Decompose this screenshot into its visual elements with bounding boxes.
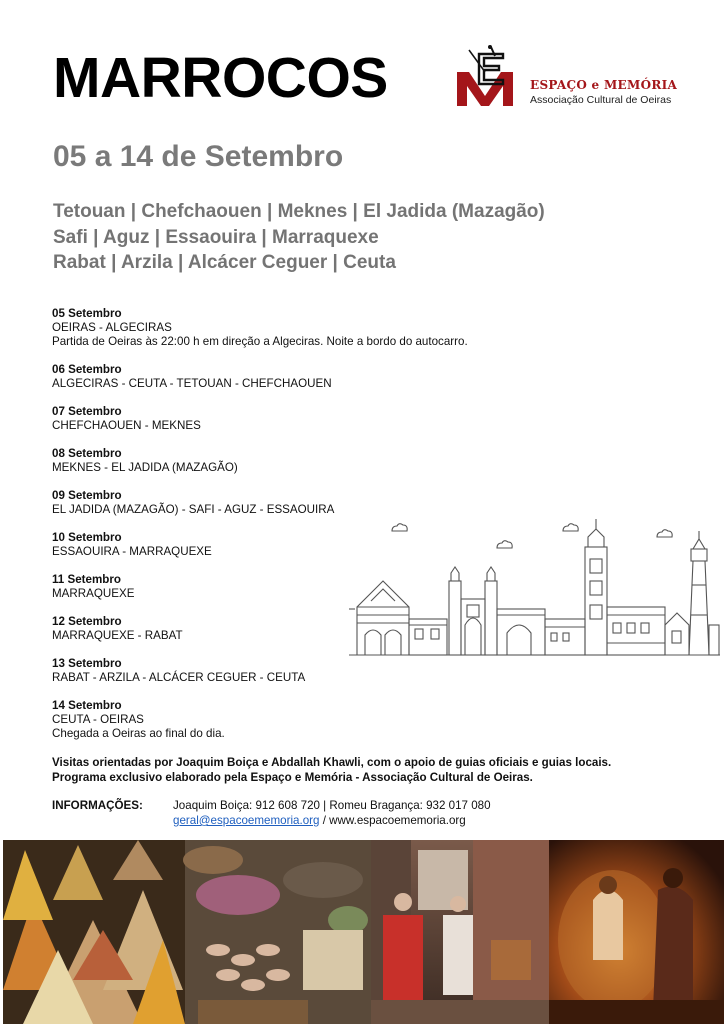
info-label: INFORMAÇÕES: bbox=[52, 799, 143, 812]
day-route: OEIRAS - ALGECIRAS bbox=[52, 321, 172, 334]
cities-list bbox=[53, 199, 545, 276]
day-date: 05 Setembro bbox=[52, 307, 122, 320]
visits-text bbox=[52, 756, 611, 785]
espaco-memoria-logo bbox=[455, 44, 685, 110]
cities-line: Safi | Aguz | Essaouira | Marraquexe bbox=[53, 226, 379, 248]
souk-photo bbox=[183, 840, 371, 1024]
day-route: CHEFCHAOUEN - MEKNES bbox=[52, 419, 201, 432]
itinerary-day bbox=[52, 405, 468, 433]
day-route: ALGECIRAS - CEUTA - TETOUAN - CHEFCHAOUEN bbox=[52, 377, 332, 390]
spices-photo bbox=[3, 840, 185, 1024]
page-title: MARROCOS bbox=[53, 46, 388, 110]
itinerary-day bbox=[52, 447, 468, 475]
itinerary-day bbox=[52, 363, 468, 391]
cloud-icon bbox=[497, 541, 512, 548]
website-text: / www.espacoememoria.org bbox=[319, 814, 466, 827]
itinerary-day bbox=[52, 699, 468, 741]
day-route: MARRAQUEXE bbox=[52, 587, 135, 600]
visits-line: Visitas orientadas por Joaquim Boiça e Abdallah Khawli, com o apoio de guias oficiais e guias locais. bbox=[52, 756, 612, 769]
email-link[interactable]: geral@espacoememoria.org bbox=[173, 814, 320, 827]
day-date: 13 Setembro bbox=[52, 657, 122, 670]
day-route: ESSAOUIRA - MARRAQUEXE bbox=[52, 545, 212, 558]
cloud-icon bbox=[392, 524, 407, 531]
bread-oven-photo bbox=[549, 840, 724, 1024]
cities-line: Tetouan | Chefchaouen | Meknes | El Jadida (Mazagão) bbox=[53, 201, 545, 222]
day-date: 10 Setembro bbox=[52, 531, 122, 544]
info-links bbox=[173, 813, 466, 828]
photo-strip bbox=[3, 840, 724, 1024]
logo-subtitle: Associação Cultural de Oeiras bbox=[530, 94, 672, 106]
info-contacts: Joaquim Boiça: 912 608 720 | Romeu Bragança: 932 017 080 bbox=[173, 799, 491, 812]
day-date: 14 Setembro bbox=[52, 699, 122, 712]
day-route: MARRAQUEXE - RABAT bbox=[52, 629, 183, 642]
trip-dates: 05 a 14 de Setembro bbox=[53, 140, 344, 173]
visits-line: Programa exclusivo elaborado pela Espaço e Memória - Associação Cultural de Oeiras. bbox=[52, 770, 533, 784]
day-date: 11 Setembro bbox=[52, 573, 121, 586]
cities-line: Rabat | Arzila | Alcácer Ceguer | Ceuta bbox=[53, 252, 396, 273]
day-route: CEUTA - OEIRAS bbox=[52, 713, 144, 726]
itinerary-day bbox=[52, 489, 468, 517]
em-monogram-icon bbox=[455, 44, 527, 110]
skyline-illustration bbox=[345, 515, 724, 665]
logo-name: ESPAÇO e MEMÓRIA bbox=[530, 78, 678, 92]
cloud-icon bbox=[657, 530, 672, 537]
street-photo bbox=[371, 840, 549, 1024]
day-date: 06 Setembro bbox=[52, 363, 122, 376]
day-note: Chegada a Oeiras ao final do dia. bbox=[52, 727, 225, 740]
day-note: Partida de Oeiras às 22:00 h em direção a Algeciras. Noite a bordo do autocarro. bbox=[52, 335, 468, 348]
day-date: 09 Setembro bbox=[52, 489, 122, 502]
day-date: 08 Setembro bbox=[52, 447, 122, 460]
day-date: 07 Setembro bbox=[52, 405, 122, 418]
cloud-icon bbox=[563, 524, 578, 531]
day-route: MEKNES - EL JADIDA (MAZAGÃO) bbox=[52, 461, 238, 474]
itinerary-day bbox=[52, 307, 468, 349]
day-route: RABAT - ARZILA - ALCÁCER CEGUER - CEUTA bbox=[52, 671, 306, 684]
day-route: EL JADIDA (MAZAGÃO) - SAFI - AGUZ - ESSAOUIRA bbox=[52, 503, 335, 516]
day-date: 12 Setembro bbox=[52, 615, 122, 628]
